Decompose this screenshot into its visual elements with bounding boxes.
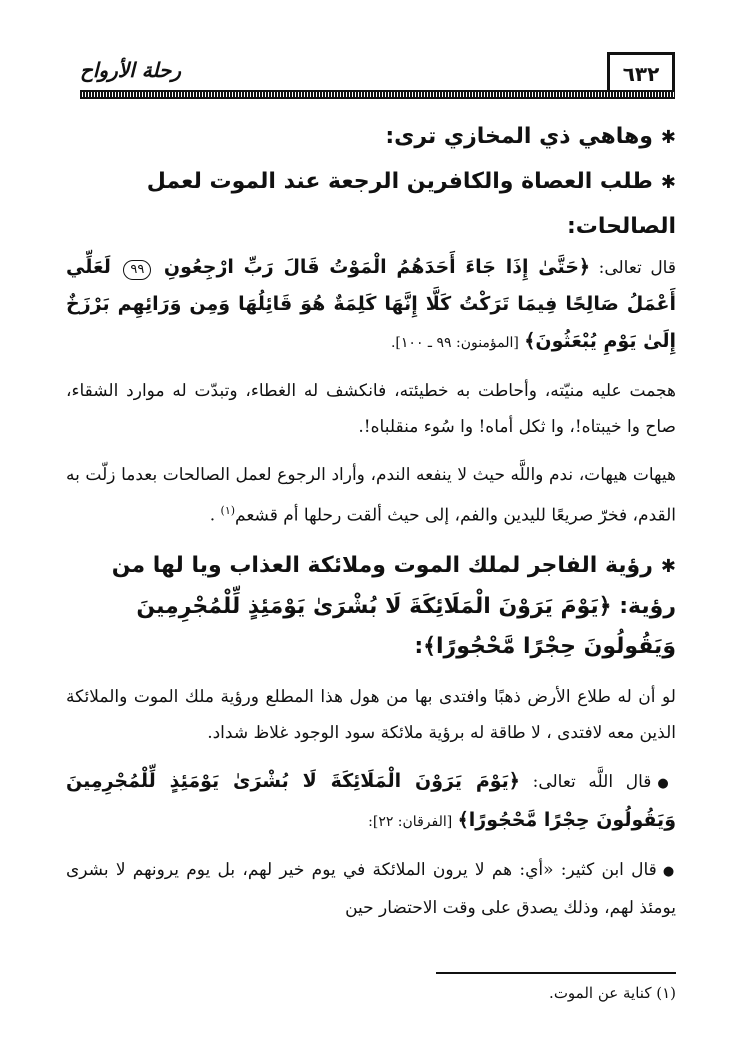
header-rule: [80, 90, 675, 99]
footnote-marker: (١): [220, 504, 236, 517]
quran-paragraph: ●قال اللَّه تعالى: ﴿يَوْمَ يَرَوْنَ الْمَلَائِكَةَ لَا بُشْرَىٰ يَوْمَئِذٍ لِّلْمُجْرِمِينَ وَيَقُولُونَ حِجْرًا مَّحْجُورًا﴾ [الفرقان: ٢٢]:: [66, 769, 676, 831]
body-paragraph: هجمت عليه منيّته، وأحاطت به خطيئته، فانكشف له الغطاء، وتبدّت له موارد الشقاء، صاح وا خيبتاه!، وا ثكل أماه! وا سُوء منقلباه!.: [66, 381, 676, 437]
page-header: [80, 52, 675, 100]
page-body: [66, 115, 676, 926]
asterisk-icon: ✱: [660, 127, 676, 148]
asterisk-icon: ✱: [660, 555, 676, 577]
citation: [الفرقان: ٢٢]:: [368, 813, 453, 830]
quran-paragraph: قال تعالى: ﴿حَتَّىٰ إِذَا جَاءَ أَحَدَهُمُ الْمَوْتُ قَالَ رَبِّ ارْجِعُونِ ٩٩ لَعَلِّي أَعْمَلُ صَالِحًا فِيمَا تَرَكْتُ كَلَّا إِنَّهَا كَلِمَةٌ هُوَ قَائِلُهَا وَمِن وَرَائِهِم بَرْزَخٌ إِلَىٰ يَوْمِ يُبْعَثُونَ﴾ [المؤمنون: ٩٩ ـ ١٠٠].: [66, 256, 676, 352]
ayah-number-badge: ٩٩: [123, 260, 151, 280]
section-heading: ✱طلب العصاة والكافرين الرجعة عند الموت لعمل الصالحات:: [146, 169, 676, 239]
asterisk-icon: ✱: [660, 172, 676, 193]
body-paragraph: لو أن له طلاع الأرض ذهبًا وافتدى بها من هول هذا المطلع ورؤية ملك الموت والملائكة الذين معه لافتدى ، لا طاقة له برؤية ملائكة سود الوجود غلاظ شداد.: [66, 686, 676, 743]
running-title: رحلة الأرواح: [80, 58, 182, 82]
body-paragraph: هيهات هيهات، ندم واللَّه حيث لا ينفعه الندم، وأراد الرجوع لعمل الصالحات بعدما زلّت به القدم، فخرّ صريعًا لليدين والفم، إلى حيث ألقت رحلها أم قشعم$^{(١)}$ .: [66, 465, 676, 526]
bullet-icon: ●: [657, 775, 676, 791]
page-number: ٦٣٢: [607, 52, 675, 93]
bullet-icon: ●: [662, 863, 676, 879]
footnote: (١) كناية عن الموت.: [549, 984, 676, 1002]
body-paragraph: ●قال ابن كثير: «أي: هم لا يرون الملائكة في يوم خير لهم، بل يوم يرونهم لا بشرى يومئذ لهم، وذلك يصدق على وقت الاحتضار حين: [66, 859, 676, 918]
footnote-separator: [436, 972, 676, 974]
citation: [المؤمنون: ٩٩ ـ ١٠٠].: [390, 335, 519, 351]
section-heading: ✱رؤية الفاجر لملك الموت وملائكة العذاب ويا لها من رؤية: ﴿يَوْمَ يَرَوْنَ الْمَلَائِكَةَ لَا بُشْرَىٰ يَوْمَئِذٍ لِّلْمُجْرِمِينَ وَيَقُولُونَ حِجْرًا مَّحْجُورًا﴾:: [111, 552, 676, 659]
section-heading: ✱وهاهي ذي المخازي ترى:: [385, 124, 676, 149]
